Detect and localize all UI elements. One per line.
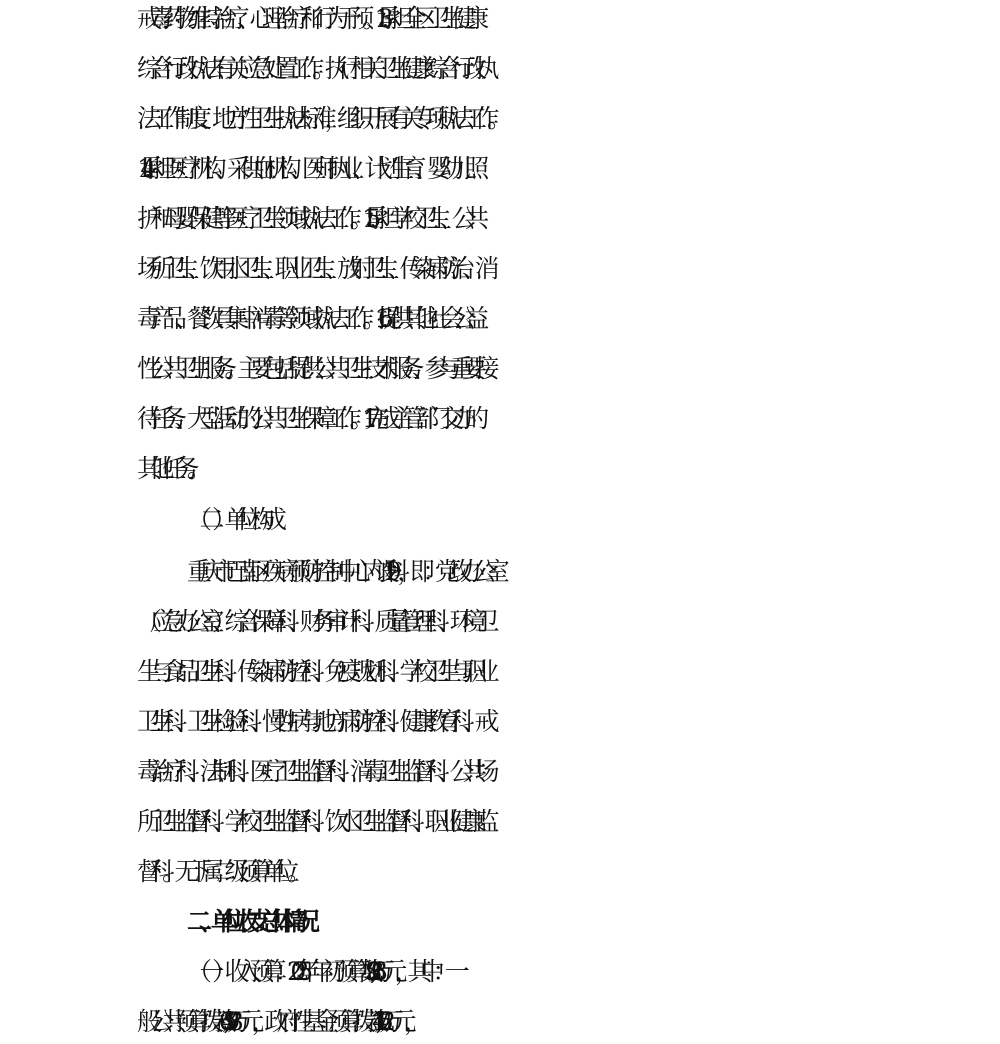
- text-line: 综合行政执法有关应急处置工作。执行相关卫生健康综合行政执: [137, 54, 488, 83]
- text-line: （应急办公室）、综合保障科、财务审计科、质量管理科、环境卫: [137, 607, 488, 636]
- text-line: 待任务、大型活动的公共卫生保障工作。17.完成主管部门交办的: [137, 404, 477, 433]
- text-line: 毒产品、餐饮具集中消毒等领域执法工作。16.提供其他社会公益: [137, 304, 477, 333]
- text-line: 生与食品卫生科、传染病防控科、免疫规划科、学校卫生与职业: [137, 657, 488, 686]
- text-line: 其他任务。: [137, 454, 200, 483]
- section-heading: 二、单位收支总体情况: [187, 907, 308, 936]
- text-line: 所卫生监督科、学校卫生监督科、饮水卫生监督科、职业健康监: [137, 807, 488, 836]
- text-line: 戒毒药物维持治疗、心理治疗和行为干预。13.承担全区卫生健康: [137, 4, 477, 33]
- text-line: 场所卫生、饮用水卫生、职业卫生、放射卫生、传染病防治、消: [137, 254, 488, 283]
- text-line: 14.承担医疗机构、采供血机构、医师执业、计划生育、婴幼儿照: [137, 154, 477, 183]
- text-line: 毒治疗科、法制科、医疗卫生监督科、消毒卫生监督科、公共场: [137, 757, 488, 786]
- text-line: （一）收入预算：2025 年年初预算数 8,923.6 万元，其中：一: [187, 957, 458, 986]
- text-line: 督科。无下属二级预算单位。: [137, 857, 300, 886]
- text-line: 法工作制度、地方性卫生执法标准，组织开展有关专项执法工作。: [137, 104, 500, 133]
- text-line: 重庆市巴南区疾病预防控制中心内设 19 科，即：党政办公室: [187, 557, 498, 586]
- text-line: 护和母婴保健等医疗卫生领域执法工作。15.承担学校卫生、公共: [137, 204, 477, 233]
- text-line: 性公共卫生服务。主要包括提供公共卫生技术服务、参与重要接: [137, 354, 488, 383]
- text-line: 卫生科、卫生检验科、慢性病与地方病防控科、健康教育科、戒: [137, 707, 488, 736]
- text-line: 般公共预算拨款 4,657.98 万元，政府性基金预算拨款 4,175.62 万元，: [137, 1007, 417, 1036]
- subheading-units: （二）单位构成: [187, 505, 275, 534]
